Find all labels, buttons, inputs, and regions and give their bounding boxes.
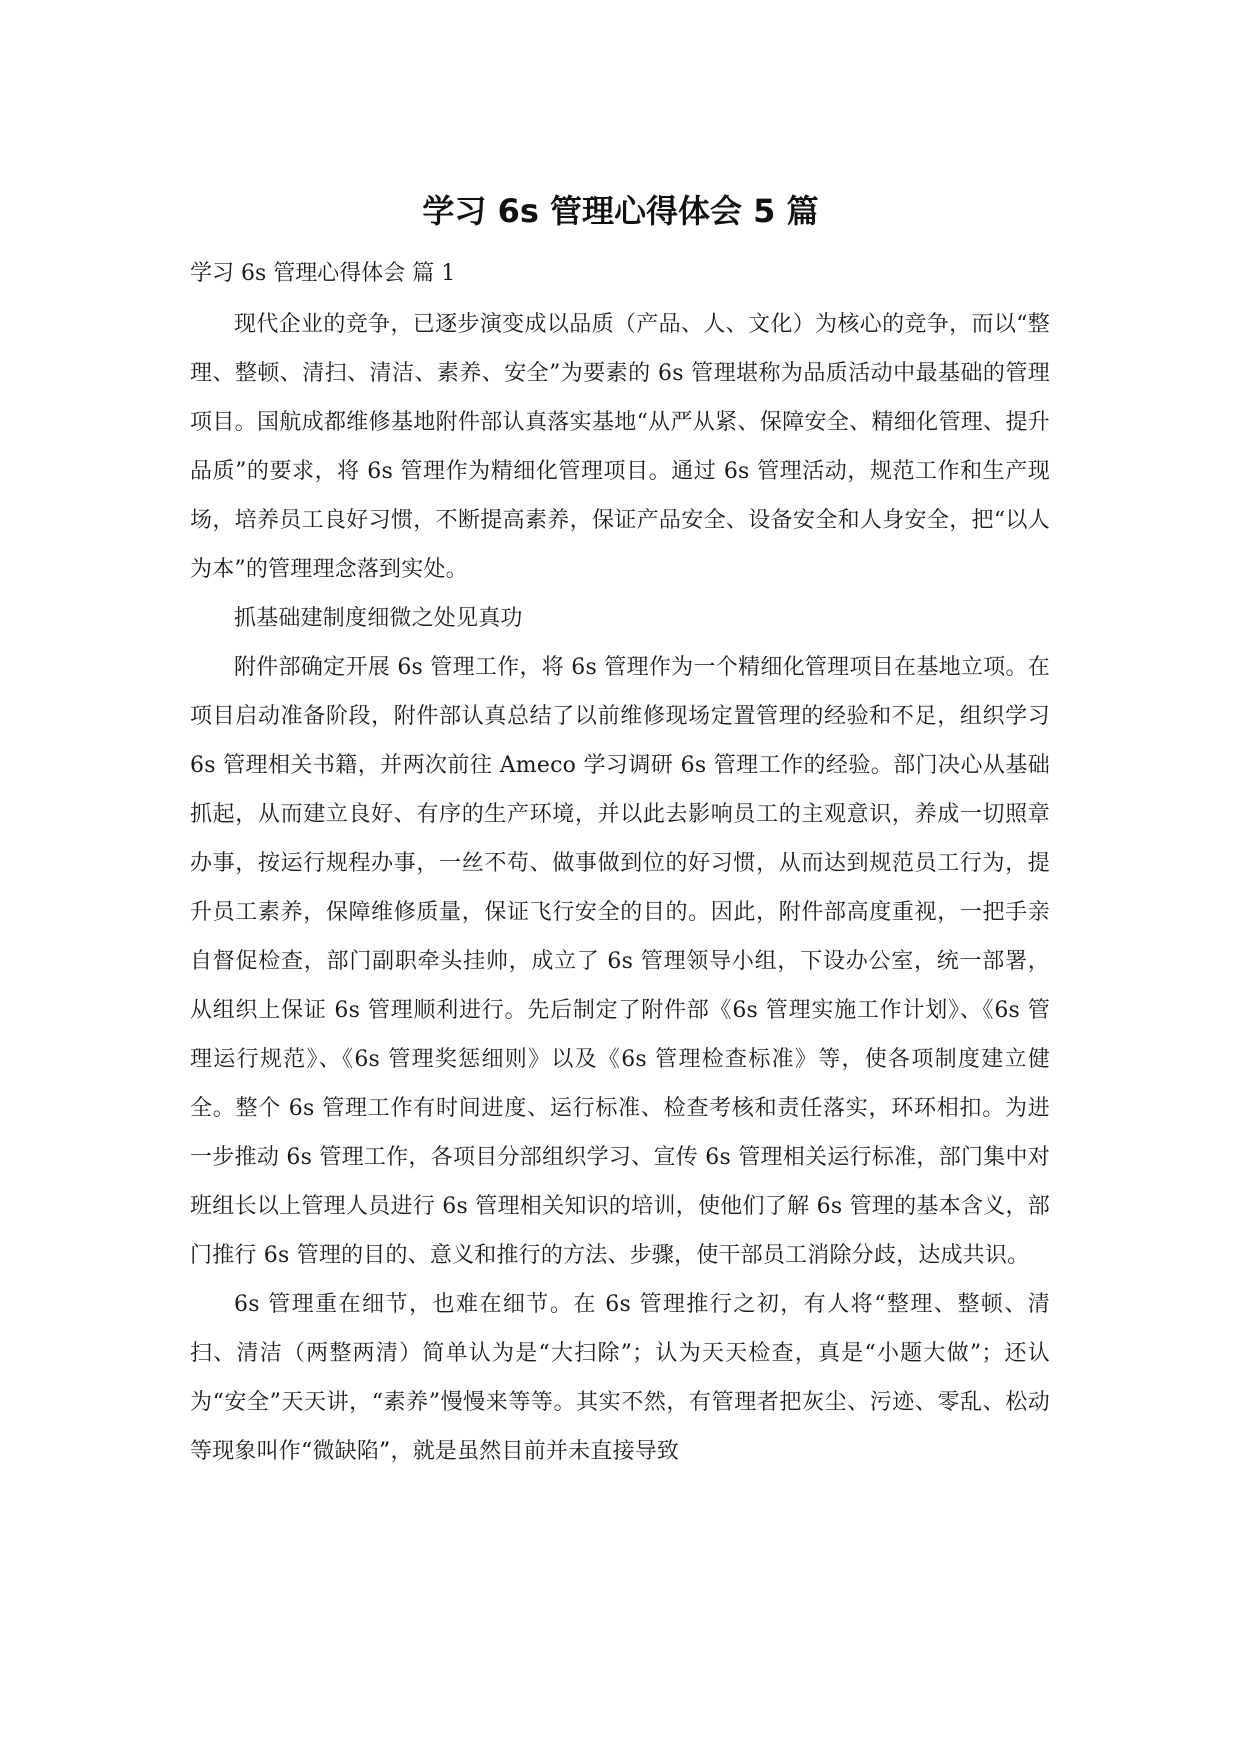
section-label: 学习 6s 管理心得体会 篇 1 xyxy=(190,261,456,286)
document-title: 学习 6s 管理心得体会 5 篇 xyxy=(422,192,819,230)
document-body xyxy=(190,300,1050,1476)
paragraph: 6s 管理重在细节，也难在细节。在 6s 管理推行之初，有人将“整理、整顿、清扫、清洁（两整两清）简单认为是“大扫除”；认为天天检查，真是“小题大做”；还认为“安全”天天讲，“素养”慢慢来等等。其实不然，有管理者把灰尘、污迹、零乱、松动等现象叫作“微缺陷”，就是虽然目前并未直接导致 xyxy=(190,1292,1050,1464)
section-heading: 抓基础建制度细微之处见真功 xyxy=(234,606,523,631)
paragraph: 现代企业的竞争，已逐步演变成以品质（产品、人、文化）为核心的竞争，而以“整理、整顿、清扫、清洁、素养、安全”为要素的 6s 管理堪称为品质活动中最基础的管理项目。国航成都维修基地附件部认真落实基地“从严从紧、保障安全、精细化管理、提升品质”的要求，将 6s 管理作为精细化管理项目。通过 6s 管理活动，规范工作和生产现场，培养员工良好习惯，不断提高素养，保证产品安全、设备安全和人身安全，把“以人为本”的管理理念落到实处。 xyxy=(190,312,1050,582)
paragraph: 附件部确定开展 6s 管理工作，将 6s 管理作为一个精细化管理项目在基地立项。在项目启动准备阶段，附件部认真总结了以前维修现场定置管理的经验和不足，组织学习 6s 管理相关书籍，并两次前往 Ameco 学习调研 6s 管理工作的经验。部门决心从基础抓起，从而建立良好、有序的生产环境，并以此去影响员工的主观意识，养成一切照章办事，按运行规程办事，一丝不苟、做事做到位的好习惯，从而达到规范员工行为，提升员工素养，保障维修质量，保证飞行安全的目的。因此，附件部高度重视，一把手亲自督促检查，部门副职牵头挂帅，成立了 6s 管理领导小组，下设办公室，统一部署，从组织上保证 6s 管理顺利进行。先后制定了附件部《6s 管理实施工作计划》、《6s 管理运行规范》、《6s 管理奖惩细则》以及《6s 管理检查标准》等，使各项制度建立健全。整个 6s 管理工作有时间进度、运行标准、检查考核和责任落实，环环相扣。为进一步推动 6s 管理工作，各项目分部组织学习、宣传 6s 管理相关运行标准，部门集中对班组长以上管理人员进行 6s 管理相关知识的培训，使他们了解 6s 管理的基本含义，部门推行 6s 管理的目的、意义和推行的方法、步骤，使干部员工消除分歧，达成共识。 xyxy=(190,655,1050,1268)
